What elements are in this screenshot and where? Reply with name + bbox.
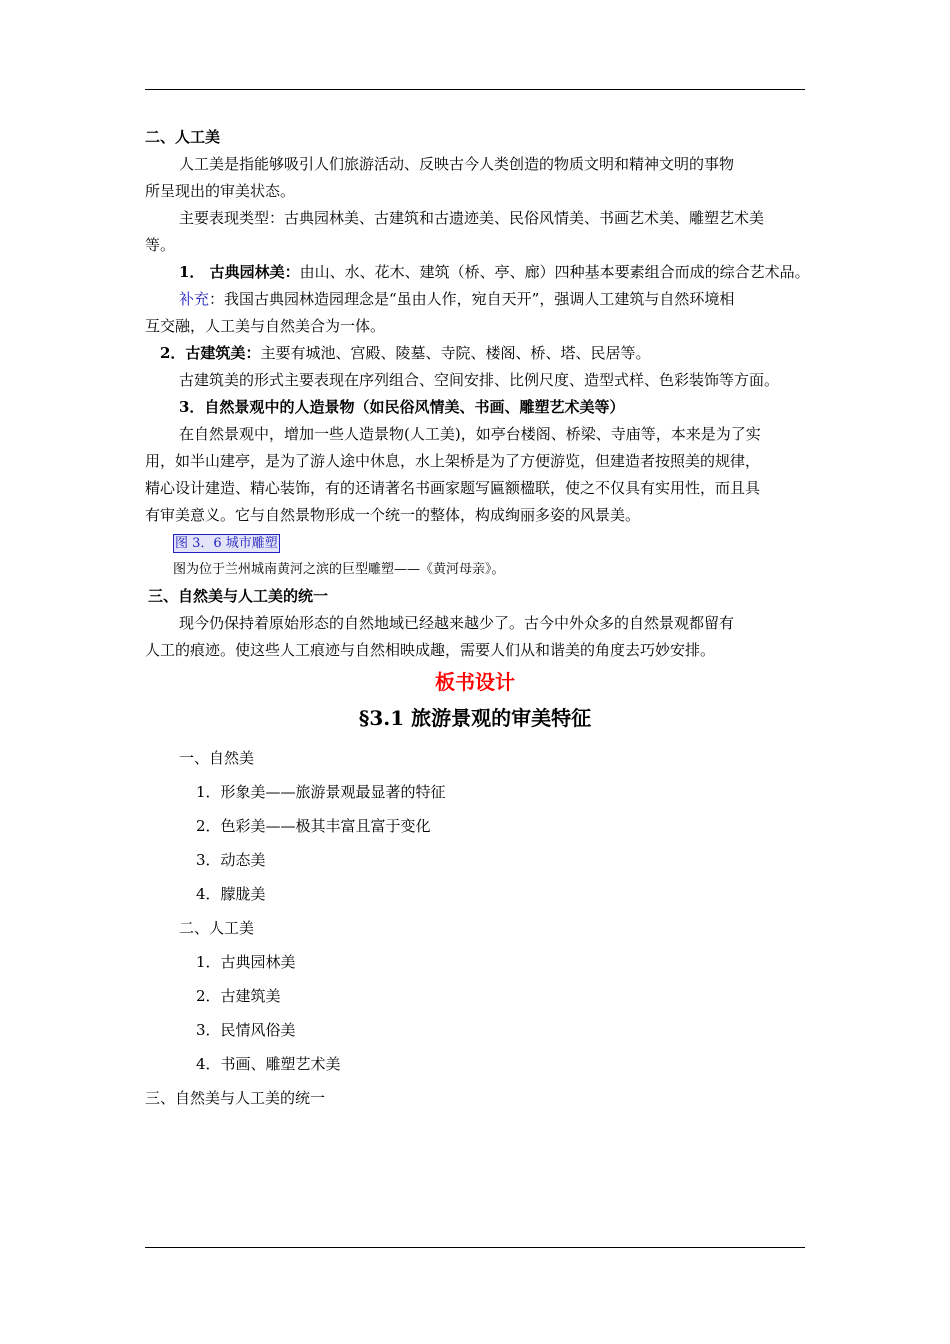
paragraph-line: 主要表现类型：古典园林美、古建筑和古遗迹美、民俗风情美、书画艺术美、雕塑艺术美 xyxy=(179,209,765,227)
board-subtitle: §3.1 旅游景观的审美特征 xyxy=(358,706,592,730)
outline-item: 一、自然美 xyxy=(179,749,255,767)
item1-label: 1． 古典园林美： xyxy=(179,263,300,281)
supplement-label: 补充 xyxy=(179,290,210,308)
footer-rule xyxy=(145,1247,805,1248)
paragraph-line: 人工的痕迹。使这些人工痕迹与自然相映成趣，需要人们从和谐美的角度去巧妙安排。 xyxy=(145,641,716,659)
item2 xyxy=(145,340,825,367)
outline-item: 3．动态美 xyxy=(196,851,266,869)
paragraph-line: 精心设计建造、精心装饰，有的还请著名书画家题写匾额楹联，使之不仅具有实用性，而且具 xyxy=(145,479,761,497)
board-title: 板书设计 xyxy=(435,670,515,694)
outline-item: 2．古建筑美 xyxy=(196,987,281,1005)
item2-label: 2．古建筑美： xyxy=(160,344,261,362)
outline-item: 4．书画、雕塑艺术美 xyxy=(196,1055,341,1073)
paragraph-line: 人工美是指能够吸引人们旅游活动、反映古今人类创造的物质文明和精神文明的事物 xyxy=(179,155,735,173)
paragraph-line: 古建筑美的形式主要表现在序列组合、空间安排、比例尺度、造型式样、色彩装饰等方面。 xyxy=(179,371,780,389)
outline-item: 三、自然美与人工美的统一 xyxy=(145,1089,326,1107)
outline-item: 二、人工美 xyxy=(179,919,255,937)
header-rule xyxy=(145,89,805,90)
paragraph-line: 现今仍保持着原始形态的自然地域已经越来越少了。古今中外众多的自然景观都留有 xyxy=(179,614,735,632)
paragraph-line: 在自然景观中，增加一些人造景物(人工美)，如亭台楼阁、桥梁、寺庙等，本来是为了实 xyxy=(179,425,761,443)
paragraph-line: 互交融，人工美与自然美合为一体。 xyxy=(145,317,386,335)
paragraph-line: 用，如半山建亭，是为了游人途中休息，水上架桥是为了方便游览，但建造者按照美的规律， xyxy=(145,452,761,470)
supplement xyxy=(145,286,825,313)
outline-item: 4．朦胧美 xyxy=(196,885,266,903)
document-body xyxy=(145,124,825,664)
outline-item: 2．色彩美——极其丰富且富于变化 xyxy=(196,817,431,835)
section2-heading: 二、人工美 xyxy=(145,128,221,146)
paragraph-line: 所呈现出的审美状态。 xyxy=(145,182,296,200)
paragraph-line: 等。 xyxy=(145,236,176,254)
paragraph-line: 有审美意义。它与自然景物形成一个统一的整体，构成绚丽多姿的风景美。 xyxy=(145,506,641,524)
item3-heading: 3．自然景观中的人造景物（如民俗风情美、书画、雕塑艺术美等） xyxy=(179,398,625,416)
item2-text: 主要有城池、宫殿、陵墓、寺院、楼阁、桥、塔、民居等。 xyxy=(260,344,651,362)
board-outline xyxy=(145,741,745,1115)
item1 xyxy=(145,259,825,286)
outline-item: 1．古典园林美 xyxy=(196,953,296,971)
section3-heading: 三、自然美与人工美的统一 xyxy=(148,587,329,605)
outline-item: 3．民情风俗美 xyxy=(196,1021,296,1039)
figure-caption: 图为位于兰州城南黄河之滨的巨型雕塑——《黄河母亲》。 xyxy=(173,562,505,577)
item1-text: 由山、水、花木、建筑（桥、亭、廊）四种基本要素组合而成的综合艺术品。 xyxy=(299,263,810,281)
supplement-text: ：我国古典园林造园理念是“虽由人作，宛自天开”，强调人工建筑与自然环境相 xyxy=(209,290,735,308)
outline-item: 1．形象美——旅游景观最显著的特征 xyxy=(196,783,446,801)
figure-row xyxy=(145,529,825,556)
figure-link[interactable]: 图 3．6 城市雕塑 xyxy=(175,536,278,551)
